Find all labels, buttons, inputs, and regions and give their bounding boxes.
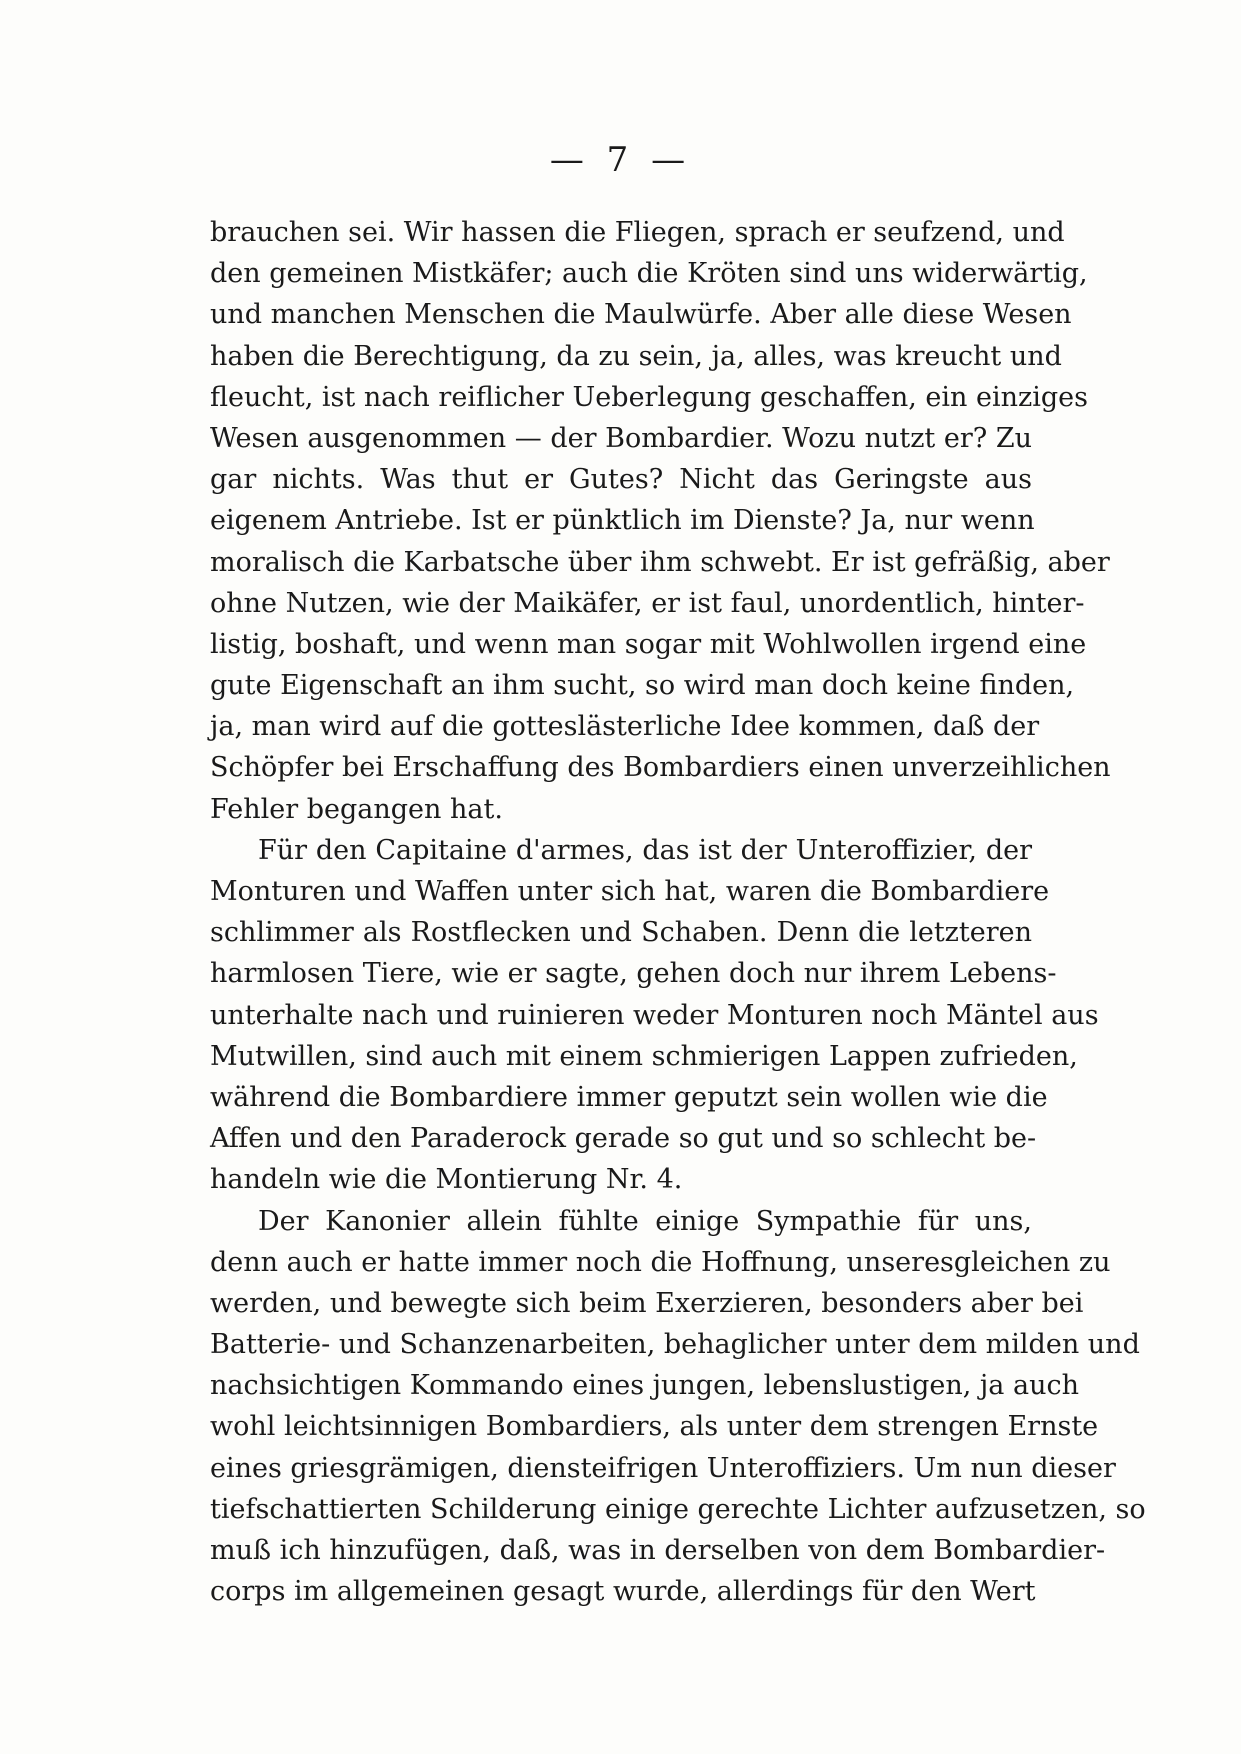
body-text bbox=[210, 212, 1146, 1612]
text-line: nachsichtigen Kommando eines jungen, lebenslustigen, ja auch bbox=[210, 1370, 1079, 1402]
text-line: eigenem Antriebe. Ist er pünktlich im Dienste? Ja, nur wenn bbox=[210, 505, 1035, 537]
text-line: Schöpfer bei Erschaffung des Bombardiers einen unverzeihlichen bbox=[210, 752, 1111, 784]
text-line: wohl leichtsinnigen Bombardiers, als unter dem strengen Ernste bbox=[210, 1411, 1099, 1443]
text-line: den gemeinen Mistkäfer; auch die Kröten sind uns widerwärtig, bbox=[210, 258, 1088, 290]
text-line: Fehler begangen hat. bbox=[210, 793, 503, 825]
text-line: Für den Capitaine d'armes, das ist der Unteroffizier, der bbox=[258, 834, 1032, 866]
text-line: haben die Berechtigung, da zu sein, ja, alles, was kreucht und bbox=[210, 340, 1062, 372]
text-line: brauchen sei. Wir hassen die Fliegen, sprach er seufzend, und bbox=[210, 217, 1065, 248]
text-line: gute Eigenschaft an ihm sucht, so wird man doch keine finden, bbox=[210, 670, 1075, 702]
page-number: — 7 — bbox=[549, 140, 692, 180]
text-line: werden, und bewegte sich beim Exerzieren, besonders aber bei bbox=[210, 1287, 1084, 1319]
text-line: unterhalte nach und ruinieren weder Monturen noch Mäntel aus bbox=[210, 999, 1099, 1031]
text-line: listig, boshaft, und wenn man sogar mit Wohlwollen irgend eine bbox=[210, 628, 1087, 660]
text-line: handeln wie die Montierung Nr. 4. bbox=[210, 1164, 683, 1196]
text-line: tiefschattierten Schilderung einige gerechte Lichter aufzusetzen, so bbox=[210, 1493, 1146, 1525]
text-line: corps im allgemeinen gesagt wurde, allerdings für den Wert bbox=[210, 1576, 1036, 1608]
text-line: Der Kanonier allein fühlte einige Sympathie für uns, bbox=[258, 1205, 1032, 1237]
text-line: und manchen Menschen die Maulwürfe. Aber alle diese Wesen bbox=[210, 299, 1072, 331]
text-line: ohne Nutzen, wie der Maikäfer, er ist faul, unordentlich, hinter- bbox=[210, 587, 1085, 619]
text-line: eines griesgrämigen, diensteifrigen Unteroffiziers. Um nun dieser bbox=[210, 1452, 1116, 1484]
text-line: Affen und den Paraderock gerade so gut und so schlecht be- bbox=[210, 1123, 1037, 1155]
text-line: während die Bombardiere immer geputzt sein wollen wie die bbox=[210, 1081, 1048, 1113]
text-line: fleucht, ist nach reiflicher Ueberlegung geschaffen, ein einziges bbox=[210, 381, 1089, 413]
text-line: harmlosen Tiere, wie er sagte, gehen doch nur ihrem Lebens- bbox=[210, 958, 1057, 990]
text-line: schlimmer als Rostflecken und Schaben. Denn die letzteren bbox=[210, 917, 1032, 949]
text-line: Mutwillen, sind auch mit einem schmierigen Lappen zufrieden, bbox=[210, 1040, 1078, 1072]
text-line: gar nichts. Was thut er Gutes? Nicht das Geringste aus bbox=[210, 464, 1032, 496]
text-line: denn auch er hatte immer noch die Hoffnung, unseresgleichen zu bbox=[210, 1246, 1111, 1278]
text-line: Monturen und Waffen unter sich hat, waren die Bombardiere bbox=[210, 876, 1050, 907]
text-line: moralisch die Karbatsche über ihm schwebt. Er ist gefräßig, aber bbox=[210, 546, 1110, 578]
text-line: Wesen ausgenommen — der Bombardier. Wozu nutzt er? Zu bbox=[210, 422, 1032, 454]
text-line: ja, man wird auf die gotteslästerliche Idee kommen, daß der bbox=[210, 711, 1040, 743]
text-line: Batterie- und Schanzenarbeiten, behaglicher unter dem milden und bbox=[210, 1329, 1140, 1361]
text-line: muß ich hinzufügen, daß, was in derselben von dem Bombardier- bbox=[210, 1535, 1106, 1566]
